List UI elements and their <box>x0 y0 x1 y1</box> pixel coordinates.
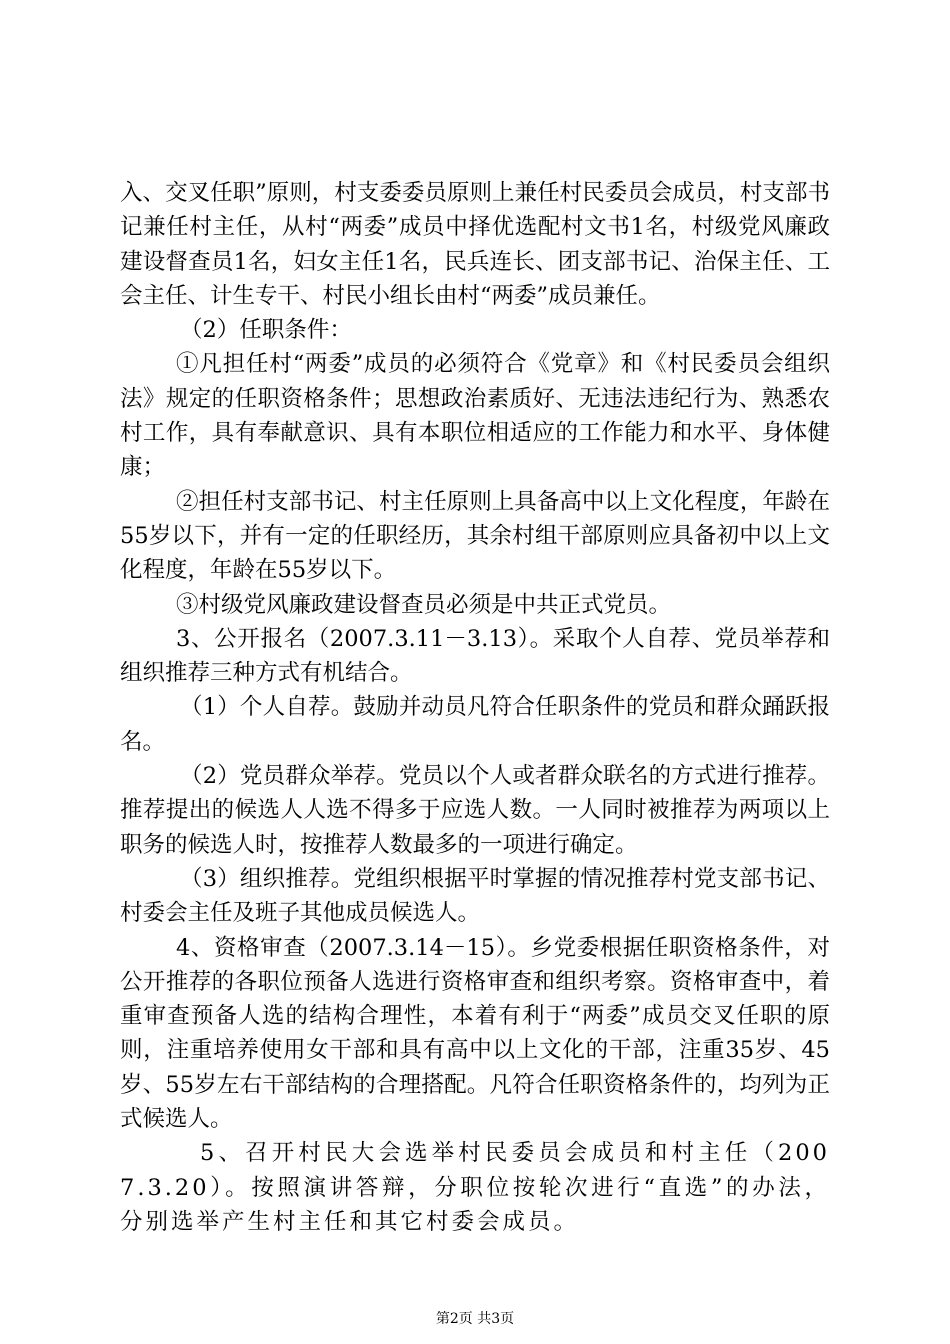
paragraph-condition-1: ①凡担任村“两委”成员的必须符合《党章》和《村民委员会组织法》规定的任职资格条件；思想政治素质好、无违法违纪行为、熟悉农村工作，具有奉献意识、具有本职位相适应的工作能力和水平、身体健康； <box>120 351 830 481</box>
paragraph-condition-3: ③村级党风廉政建设督查员必须是中共正式党员。 <box>176 591 672 618</box>
paragraph-self-recommendation: （1）个人自荐。鼓励并动员凡符合任职条件的党员和群众踊跃报名。 <box>120 694 830 755</box>
document-body <box>120 176 830 1239</box>
paragraph-village-election: 5、召开村民大会选举村民委员会成员和村主任（2007.3.20）。按照演讲答辩，分职位按轮次进行“直选”的办法，分别选举产生村主任和其它村委会成员。 <box>120 1140 830 1235</box>
paragraph-organization-recommendation: （3）组织推荐。党组织根据平时掌握的情况推荐村党支部书记、村委会主任及班子其他成员候选人。 <box>120 865 830 927</box>
paragraph-qualification-review: 4、资格审查（2007.3.14－15）。乡党委根据任职资格条件，对公开推荐的各职位预备人选进行资格审查和组织考察。资格审查中，着重审查预备人选的结构合理性，本着有利于“两委”成员交叉任职的原则，注重培养使用女干部和具有高中以上文化的干部，注重35岁、45岁、55岁左右干部结构的合理搭配。凡符合任职资格条件的，均列为正式候选人。 <box>120 934 830 1133</box>
page-footer: 第2页 共3页 <box>435 1311 515 1327</box>
paragraph-public-registration: 3、公开报名（2007.3.11－3.13）。采取个人自荐、党员举荐和组织推荐三种方式有机结合。 <box>120 625 830 687</box>
paragraph-member-recommendation: （2）党员群众举荐。党员以个人或者群众联名的方式进行推荐。推荐提出的候选人人选不得多于应选人数。一人同时被推荐为两项以上职务的候选人时，按推荐人数最多的一项进行确定。 <box>120 763 830 858</box>
paragraph-continuation: 入、交叉任职”原则，村支委委员原则上兼任村民委员会成员，村支部书记兼任村主任，从村“两委”成员中择优选配村文书1名，村级党风廉政建设督查员1名，妇女主任1名，民兵连长、团支部书记、治保主任、工会主任、计生专干、村民小组长由村“两委”成员兼任。 <box>120 180 830 309</box>
paragraph-condition-2: ②担任村支部书记、村主任原则上具备高中以上文化程度，年龄在55岁以下，并有一定的任职经历，其余村组干部原则应具备初中以上文化程度，年龄在55岁以下。 <box>120 488 830 584</box>
paragraph-qualifications-heading: （2）任职条件： <box>180 317 352 344</box>
